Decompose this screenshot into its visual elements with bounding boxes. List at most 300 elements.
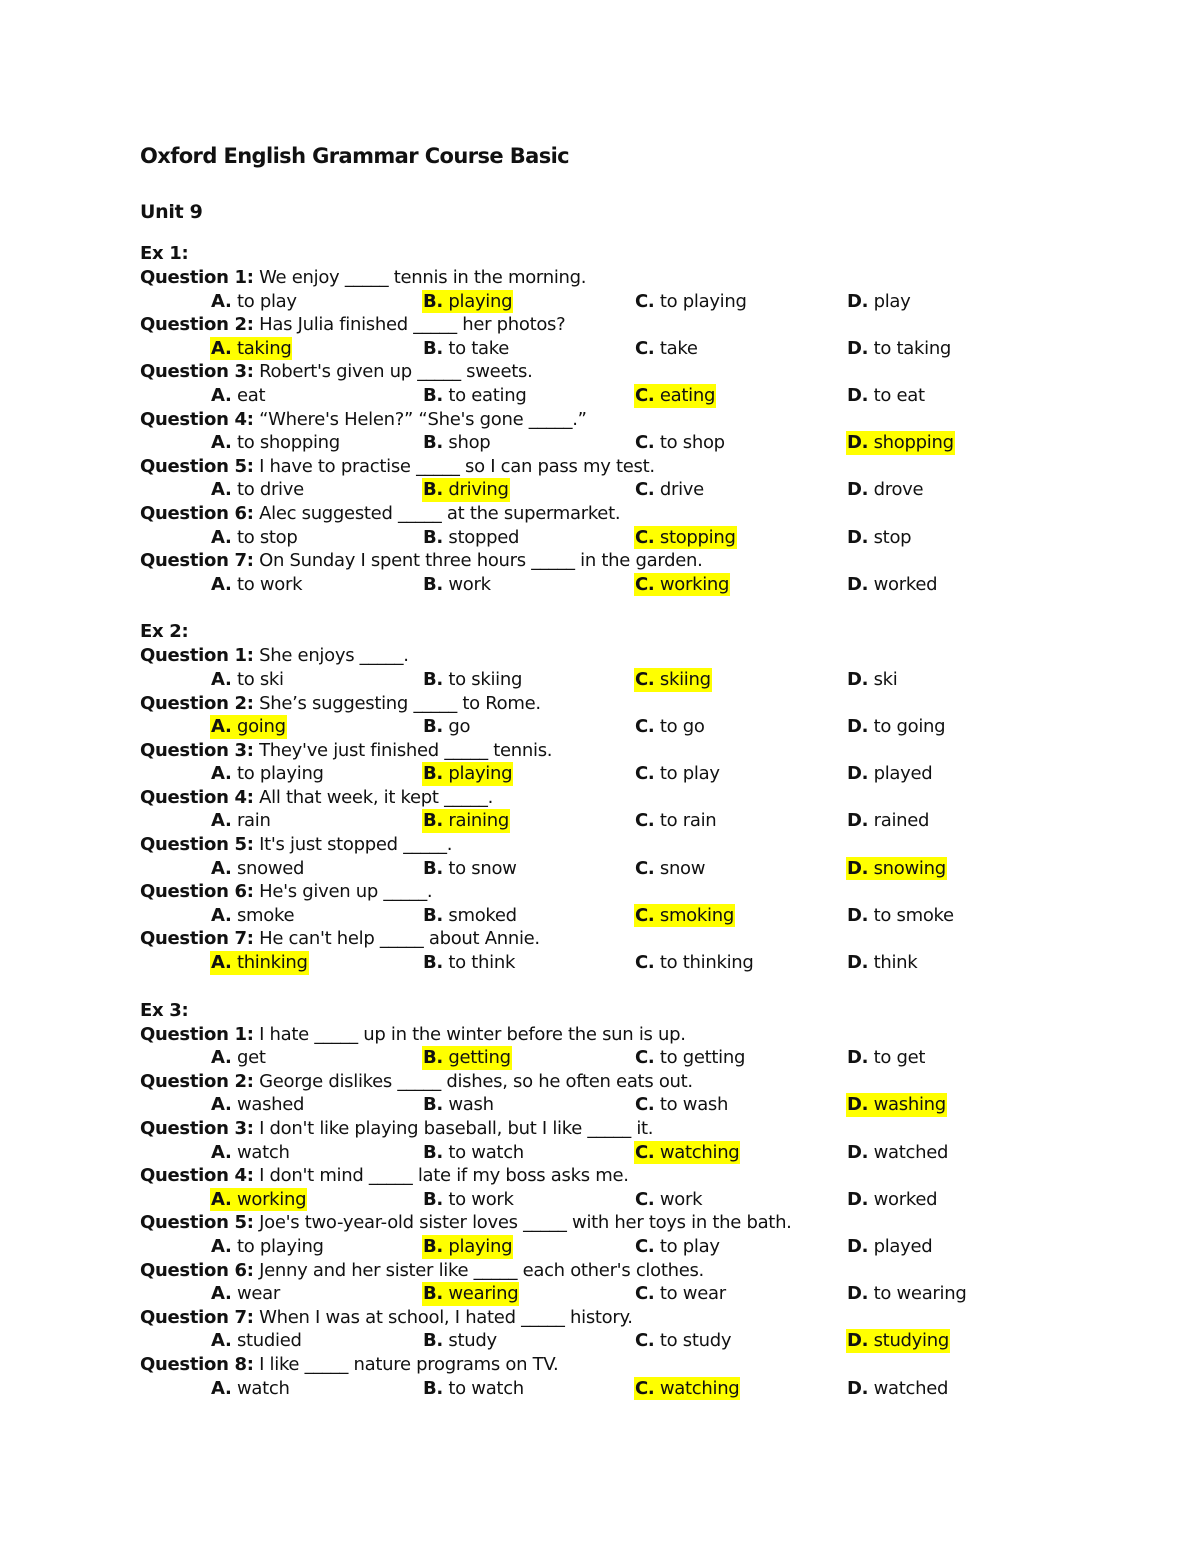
option-text: to shop xyxy=(659,432,725,454)
option-letter: A. xyxy=(211,810,232,832)
option-text: playing xyxy=(448,290,513,312)
question-label: Question 7: xyxy=(140,1306,254,1328)
option-letter: B. xyxy=(423,573,443,595)
options-row xyxy=(140,478,1120,502)
option-a xyxy=(210,668,285,692)
option-text: snowing xyxy=(873,857,946,879)
option-letter: B. xyxy=(423,337,443,359)
option-text: watch xyxy=(236,1141,290,1163)
option-c-correct xyxy=(634,384,716,408)
option-a xyxy=(210,478,305,502)
question-label: Question 2: xyxy=(140,692,254,714)
option-c xyxy=(634,1093,729,1117)
option-c xyxy=(634,431,726,455)
option-letter: B. xyxy=(423,1141,443,1163)
option-letter: D. xyxy=(847,857,869,879)
option-text: work xyxy=(448,573,491,595)
option-text: to play xyxy=(659,1235,720,1257)
question-label: Question 6: xyxy=(140,502,254,524)
option-c-correct xyxy=(634,1141,740,1165)
option-text: watching xyxy=(659,1377,740,1399)
option-letter: B. xyxy=(423,668,443,690)
option-text: snow xyxy=(659,857,706,879)
option-a xyxy=(210,857,305,881)
option-text: to taking xyxy=(873,337,952,359)
option-b-correct xyxy=(422,1282,519,1306)
option-letter: C. xyxy=(635,573,655,595)
option-letter: B. xyxy=(423,1283,443,1305)
options-row xyxy=(140,290,1120,314)
option-text: shopping xyxy=(873,432,954,454)
question-text: I don't mind _____ late if my boss asks me. xyxy=(259,1165,629,1187)
option-letter: D. xyxy=(847,1377,869,1399)
question-label: Question 5: xyxy=(140,834,254,856)
option-letter: C. xyxy=(635,952,655,974)
option-letter: C. xyxy=(635,1283,655,1305)
option-text: to ski xyxy=(236,668,284,690)
option-b xyxy=(422,904,518,928)
option-letter: A. xyxy=(211,668,232,690)
options-row xyxy=(140,668,1120,692)
option-text: stop xyxy=(873,526,912,548)
option-text: watched xyxy=(873,1377,949,1399)
option-d xyxy=(846,573,938,597)
option-text: rain xyxy=(236,810,271,832)
question-line xyxy=(140,313,1120,337)
question-line xyxy=(140,549,1120,573)
option-letter: B. xyxy=(423,384,443,406)
option-c xyxy=(634,1235,721,1259)
option-letter: A. xyxy=(211,1377,232,1399)
option-letter: B. xyxy=(423,432,443,454)
option-b xyxy=(422,431,491,455)
option-c xyxy=(634,290,748,314)
option-a xyxy=(210,1093,305,1117)
option-letter: D. xyxy=(847,668,869,690)
document-title: Oxford English Grammar Course Basic xyxy=(140,144,570,168)
option-letter: B. xyxy=(423,479,443,501)
option-letter: A. xyxy=(211,526,232,548)
option-letter: D. xyxy=(847,526,869,548)
option-d xyxy=(846,526,912,550)
option-text: to skiing xyxy=(448,668,523,690)
option-c xyxy=(634,1329,732,1353)
option-d-correct xyxy=(846,857,947,881)
question-text: I don't like playing baseball, but I like _____ it. xyxy=(259,1118,654,1139)
option-text: watch xyxy=(236,1377,290,1399)
option-text: to going xyxy=(873,716,946,738)
option-d xyxy=(846,1235,933,1259)
option-d xyxy=(846,951,918,975)
option-b-correct xyxy=(422,1046,512,1070)
question-text: I hate _____ up in the winter before the sun is up. xyxy=(259,1023,686,1045)
option-c-correct xyxy=(634,904,735,928)
option-text: smoking xyxy=(659,904,734,926)
option-text: eating xyxy=(659,384,716,406)
option-d xyxy=(846,1046,926,1070)
option-c-correct xyxy=(634,573,730,597)
option-letter: D. xyxy=(847,952,869,974)
option-text: wash xyxy=(448,1094,494,1116)
option-letter: A. xyxy=(211,857,232,879)
option-letter: B. xyxy=(423,857,443,879)
option-d xyxy=(846,762,933,786)
option-c xyxy=(634,1188,703,1212)
option-letter: A. xyxy=(211,952,232,974)
option-text: to play xyxy=(236,290,297,312)
option-text: to thinking xyxy=(659,952,754,974)
option-text: going xyxy=(236,716,286,738)
option-text: to wearing xyxy=(873,1283,967,1305)
option-letter: A. xyxy=(211,1141,232,1163)
option-letter: C. xyxy=(635,1047,655,1069)
question-text: It's just stopped _____. xyxy=(259,834,453,856)
question-text: They've just finished _____ tennis. xyxy=(259,739,553,761)
option-text: work xyxy=(659,1188,703,1210)
option-text: ski xyxy=(873,668,898,690)
option-letter: D. xyxy=(847,1141,869,1163)
question-label: Question 7: xyxy=(140,550,254,572)
option-letter: C. xyxy=(635,763,655,785)
option-letter: C. xyxy=(635,1377,655,1399)
option-a-correct xyxy=(210,337,292,361)
option-a xyxy=(210,904,295,928)
question-text: She’s suggesting _____ to Rome. xyxy=(259,692,541,714)
option-letter: B. xyxy=(423,810,443,832)
option-text: to rain xyxy=(659,810,717,832)
option-b xyxy=(422,951,516,975)
option-a xyxy=(210,1377,291,1401)
option-letter: A. xyxy=(211,1047,232,1069)
document-page xyxy=(140,140,1120,1400)
option-text: to smoke xyxy=(873,904,954,926)
option-letter: D. xyxy=(847,1047,869,1069)
option-letter: A. xyxy=(211,479,232,501)
option-text: taking xyxy=(236,337,292,359)
options-row xyxy=(140,526,1120,550)
options-row xyxy=(140,573,1120,597)
option-letter: A. xyxy=(211,337,232,359)
options-row xyxy=(140,1282,1120,1306)
options-row xyxy=(140,1046,1120,1070)
option-d xyxy=(846,1188,938,1212)
option-text: to eat xyxy=(873,384,925,406)
options-row xyxy=(140,1093,1120,1117)
option-letter: B. xyxy=(423,1047,443,1069)
option-text: wear xyxy=(236,1283,280,1305)
option-text: raining xyxy=(448,810,509,832)
question-line xyxy=(140,266,1120,290)
option-text: worked xyxy=(873,1188,938,1210)
question-line xyxy=(140,739,1120,763)
option-b xyxy=(422,1377,525,1401)
option-b xyxy=(422,1093,495,1117)
question-label: Question 1: xyxy=(140,267,254,288)
option-letter: C. xyxy=(635,1235,655,1257)
option-letter: D. xyxy=(847,1094,869,1116)
question-label: Question 3: xyxy=(140,1118,254,1139)
option-letter: A. xyxy=(211,1330,232,1352)
option-letter: D. xyxy=(847,810,869,832)
exercise-title: Ex 2: xyxy=(140,621,189,643)
question-label: Question 4: xyxy=(140,408,254,430)
option-a-correct xyxy=(210,951,309,975)
option-text: drive xyxy=(659,479,704,501)
option-letter: D. xyxy=(847,1188,869,1210)
question-label: Question 4: xyxy=(140,786,254,808)
option-d xyxy=(846,1141,949,1165)
option-d xyxy=(846,715,946,739)
option-text: to work xyxy=(448,1188,514,1210)
option-c xyxy=(634,951,755,975)
option-c xyxy=(634,478,705,502)
option-letter: C. xyxy=(635,810,655,832)
option-text: playing xyxy=(448,763,513,785)
option-a xyxy=(210,431,341,455)
option-b xyxy=(422,337,510,361)
question-line xyxy=(140,1306,1120,1330)
option-text: to playing xyxy=(236,763,324,785)
question-label: Question 3: xyxy=(140,361,254,383)
question-text: Jenny and her sister like _____ each other's clothes. xyxy=(259,1259,704,1281)
question-line xyxy=(140,880,1120,904)
option-d xyxy=(846,904,955,928)
option-a-correct xyxy=(210,715,287,739)
option-letter: A. xyxy=(211,1188,232,1210)
option-letter: A. xyxy=(211,1283,232,1305)
option-c xyxy=(634,337,699,361)
option-text: to getting xyxy=(659,1047,746,1069)
option-a xyxy=(210,573,303,597)
option-letter: B. xyxy=(423,904,443,926)
option-letter: C. xyxy=(635,384,655,406)
question-label: Question 3: xyxy=(140,739,254,761)
question-text: He's given up _____. xyxy=(259,881,433,903)
option-text: getting xyxy=(448,1047,511,1069)
option-letter: B. xyxy=(423,1188,443,1210)
option-text: to wear xyxy=(659,1283,726,1305)
option-text: smoked xyxy=(448,904,517,926)
question-line xyxy=(140,692,1120,716)
option-c xyxy=(634,809,717,833)
option-text: stopped xyxy=(448,526,520,548)
option-b-correct xyxy=(422,1235,513,1259)
question-line xyxy=(140,1164,1120,1188)
option-d xyxy=(846,809,930,833)
question-text: I like _____ nature programs on TV. xyxy=(259,1353,559,1375)
option-a xyxy=(210,290,298,314)
option-text: playing xyxy=(448,1235,513,1257)
option-text: washed xyxy=(236,1094,305,1116)
option-text: skiing xyxy=(659,668,711,690)
option-letter: A. xyxy=(211,1235,232,1257)
options-row xyxy=(140,1141,1120,1165)
option-letter: C. xyxy=(635,1330,655,1352)
option-text: study xyxy=(448,1330,497,1352)
options-row xyxy=(140,337,1120,361)
option-text: studied xyxy=(236,1330,302,1352)
options-row xyxy=(140,1188,1120,1212)
option-text: stopping xyxy=(659,526,736,548)
option-b-correct xyxy=(422,290,513,314)
option-b xyxy=(422,1329,498,1353)
option-d xyxy=(846,668,899,692)
question-label: Question 1: xyxy=(140,1023,254,1045)
option-d xyxy=(846,1282,967,1306)
option-b xyxy=(422,1141,525,1165)
option-b xyxy=(422,857,518,881)
option-a xyxy=(210,809,272,833)
option-letter: B. xyxy=(423,1094,443,1116)
options-row xyxy=(140,904,1120,928)
question-label: Question 8: xyxy=(140,1353,254,1375)
option-text: take xyxy=(659,337,698,359)
option-letter: D. xyxy=(847,290,869,312)
option-d xyxy=(846,384,926,408)
option-a xyxy=(210,1282,281,1306)
option-letter: A. xyxy=(211,432,232,454)
option-letter: A. xyxy=(211,904,232,926)
option-a xyxy=(210,526,299,550)
option-letter: C. xyxy=(635,904,655,926)
question-text: “Where's Helen?” “She's gone _____.” xyxy=(259,408,587,430)
option-letter: B. xyxy=(423,716,443,738)
option-text: shop xyxy=(448,432,491,454)
option-letter: D. xyxy=(847,1283,869,1305)
option-letter: D. xyxy=(847,337,869,359)
options-row xyxy=(140,1377,1120,1401)
options-row xyxy=(140,857,1120,881)
option-b xyxy=(422,526,520,550)
question-label: Question 7: xyxy=(140,928,254,950)
option-letter: B. xyxy=(423,290,443,312)
option-d-correct xyxy=(846,1329,950,1353)
option-text: thinking xyxy=(236,952,308,974)
question-line xyxy=(140,408,1120,432)
option-letter: A. xyxy=(211,290,232,312)
option-b xyxy=(422,1188,515,1212)
option-a-correct xyxy=(210,1188,307,1212)
unit-title: Unit 9 xyxy=(140,201,203,223)
option-letter: C. xyxy=(635,526,655,548)
option-letter: D. xyxy=(847,1330,869,1352)
question-text: When I was at school, I hated _____ history. xyxy=(259,1306,633,1328)
question-text: I have to practise _____ so I can pass my test. xyxy=(259,455,655,477)
options-row xyxy=(140,951,1120,975)
option-text: to think xyxy=(448,952,516,974)
option-letter: C. xyxy=(635,432,655,454)
question-label: Question 1: xyxy=(140,645,254,667)
question-label: Question 2: xyxy=(140,1070,254,1092)
option-text: to watch xyxy=(448,1377,524,1399)
option-text: to snow xyxy=(448,857,517,879)
question-text: She enjoys _____. xyxy=(259,645,409,667)
question-label: Question 6: xyxy=(140,1259,254,1281)
option-letter: B. xyxy=(423,526,443,548)
options-row xyxy=(140,1329,1120,1353)
exercise-title: Ex 1: xyxy=(140,243,189,264)
option-text: to shopping xyxy=(236,432,340,454)
option-a xyxy=(210,1235,325,1259)
option-letter: C. xyxy=(635,857,655,879)
option-text: working xyxy=(236,1188,307,1210)
option-text: to playing xyxy=(236,1235,324,1257)
option-d-correct xyxy=(846,431,955,455)
option-text: watching xyxy=(659,1141,740,1163)
question-text: He can't help _____ about Annie. xyxy=(259,928,540,950)
option-letter: C. xyxy=(635,290,655,312)
option-c-correct xyxy=(634,526,737,550)
question-label: Question 5: xyxy=(140,455,254,477)
option-c-correct xyxy=(634,1377,740,1401)
option-c xyxy=(634,762,721,786)
question-text: Joe's two-year-old sister loves _____ with her toys in the bath. xyxy=(259,1212,792,1234)
question-line xyxy=(140,455,1120,479)
exercise-title: Ex 3: xyxy=(140,999,189,1021)
option-text: to study xyxy=(659,1330,732,1352)
option-b xyxy=(422,384,527,408)
question-line xyxy=(140,360,1120,384)
option-text: to watch xyxy=(448,1141,524,1163)
option-letter: D. xyxy=(847,479,869,501)
option-text: get xyxy=(236,1047,266,1069)
option-letter: D. xyxy=(847,1235,869,1257)
option-a xyxy=(210,762,325,786)
option-d xyxy=(846,337,952,361)
question-text: All that week, it kept _____. xyxy=(259,786,494,808)
option-letter: D. xyxy=(847,904,869,926)
option-c-correct xyxy=(634,668,712,692)
options-row xyxy=(140,384,1120,408)
option-text: watched xyxy=(873,1141,949,1163)
option-a xyxy=(210,1329,303,1353)
question-line xyxy=(140,1259,1120,1283)
question-line xyxy=(140,927,1120,951)
option-text: eat xyxy=(236,384,266,406)
option-d-correct xyxy=(846,1093,947,1117)
option-text: smoke xyxy=(236,904,295,926)
option-text: to get xyxy=(873,1047,926,1069)
question-label: Question 5: xyxy=(140,1212,254,1234)
question-line xyxy=(140,786,1120,810)
option-text: worked xyxy=(873,573,938,595)
question-label: Question 2: xyxy=(140,314,254,336)
option-letter: C. xyxy=(635,1188,655,1210)
question-line xyxy=(140,502,1120,526)
option-c xyxy=(634,1046,746,1070)
exercise-1 xyxy=(140,242,1120,596)
question-line xyxy=(140,833,1120,857)
question-text: Has Julia finished _____ her photos? xyxy=(259,314,566,336)
option-letter: D. xyxy=(847,716,869,738)
option-a xyxy=(210,1046,267,1070)
option-letter: C. xyxy=(635,479,655,501)
options-row xyxy=(140,809,1120,833)
option-b-correct xyxy=(422,762,513,786)
question-text: George dislikes _____ dishes, so he often eats out. xyxy=(259,1070,693,1092)
option-letter: B. xyxy=(423,1235,443,1257)
option-text: driving xyxy=(448,479,509,501)
option-letter: D. xyxy=(847,432,869,454)
option-letter: C. xyxy=(635,716,655,738)
options-row xyxy=(140,715,1120,739)
option-b-correct xyxy=(422,809,510,833)
option-letter: C. xyxy=(635,337,655,359)
option-text: to wash xyxy=(659,1094,729,1116)
option-text: go xyxy=(448,716,471,738)
option-a xyxy=(210,1141,291,1165)
options-row xyxy=(140,431,1120,455)
